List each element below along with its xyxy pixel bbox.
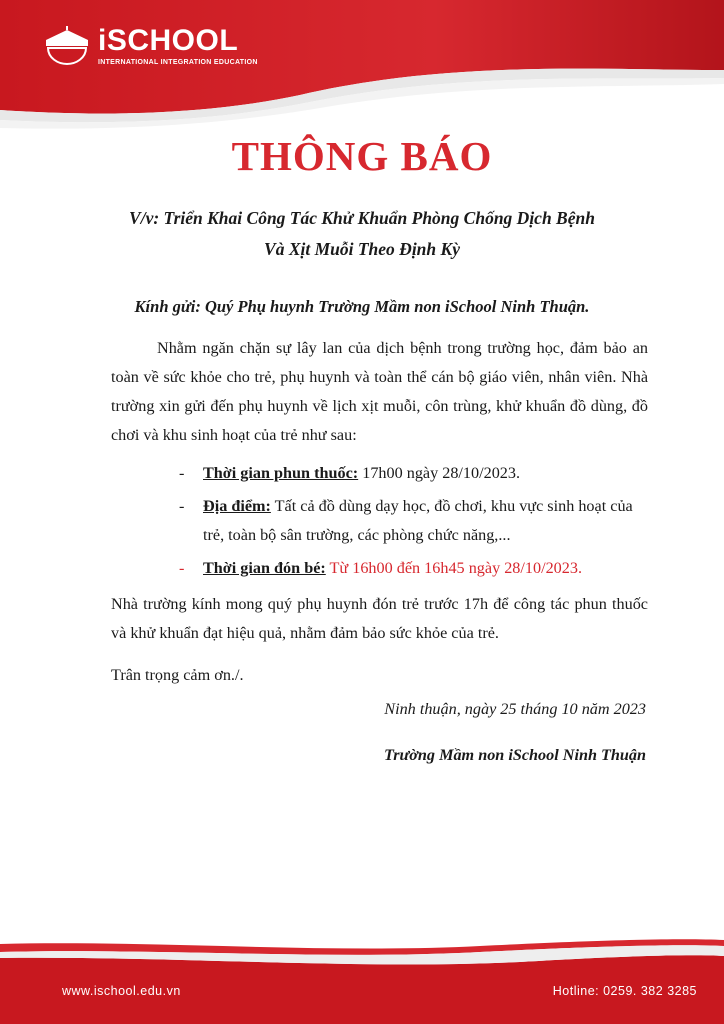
subject-line-2: Và Xịt Muỗi Theo Định Kỳ: [264, 239, 460, 259]
list-item-spray-time: - Thời gian phun thuốc: 17h00 ngày 28/10/2023.: [179, 464, 521, 482]
list-item-text: 17h00 ngày 28/10/2023.: [358, 464, 521, 482]
notice-title: THÔNG BÁO: [231, 133, 493, 179]
brand-tagline: INTERNATIONAL INTEGRATION EDUCATION: [98, 59, 258, 66]
list-item-text: Tất cả đồ dùng dạy học, đồ chơi, khu vực sinh hoạt của trẻ, toàn bộ sân trường, các phòng chức năng,...: [203, 497, 633, 544]
list-item-text: Từ 16h00 đến 16h45 ngày 28/10/2023.: [325, 559, 582, 577]
signature-line: Trường Mầm non iSchool Ninh Thuận: [383, 746, 646, 764]
brand-name: iSCHOOL: [98, 24, 239, 57]
footer-wave-graphic: [0, 930, 724, 1024]
header-banner: [0, 0, 724, 130]
list-item-label: Địa điểm:: [203, 497, 271, 515]
date-line: Ninh thuận, ngày 25 tháng 10 năm 2023: [384, 700, 646, 718]
list-item-pickup-time: - Thời gian đón bé: Từ 16h00 đến 16h45 ngày 28/10/2023.: [179, 559, 582, 577]
list-item-label: Thời gian phun thuốc:: [203, 464, 359, 482]
notice-subject: [0, 203, 724, 265]
schedule-list: [179, 459, 649, 587]
closing-line: Trân trọng cảm ơn./.: [111, 666, 244, 684]
request-paragraph: Nhà trường kính mong quý phụ huynh đón trẻ trước 17h để công tác phun thuốc và khử khuẩn đạt hiệu quả, nhằm đảm bảo sức khỏe của trẻ.: [111, 595, 648, 642]
subject-line-1: V/v: Triển Khai Công Tác Khử Khuẩn Phòng Chống Dịch Bệnh: [129, 208, 595, 228]
list-item-label: Thời gian đón bé:: [203, 559, 326, 577]
shield-icon: [42, 26, 92, 66]
list-item-location: - Địa điểm: Tất cả đồ dùng dạy học, đồ chơi, khu vực sinh hoạt của trẻ, toàn bộ sân trường, các phòng chức năng,...: [179, 497, 633, 544]
recipient-line: Kính gửi: Quý Phụ huynh Trường Mầm non iSchool Ninh Thuận.: [134, 297, 590, 316]
footer-banner: [0, 930, 724, 1024]
intro-paragraph: Nhằm ngăn chặn sự lây lan của dịch bệnh trong trường học, đảm bảo an toàn về sức khỏe cho trẻ, phụ huynh và toàn thể cán bộ giáo viên, nhân viên. Nhà trường xin gửi đến phụ huynh về lịch xịt muỗi, côn trùng, khử khuẩn đồ dùng, đồ chơi và khu sinh hoạt của trẻ như sau:: [111, 339, 648, 444]
hotline-text: Hotline: 0259. 382 3285: [552, 984, 697, 998]
website-link[interactable]: www.ischool.edu.vn: [62, 984, 181, 998]
ischool-logo: [42, 26, 258, 66]
